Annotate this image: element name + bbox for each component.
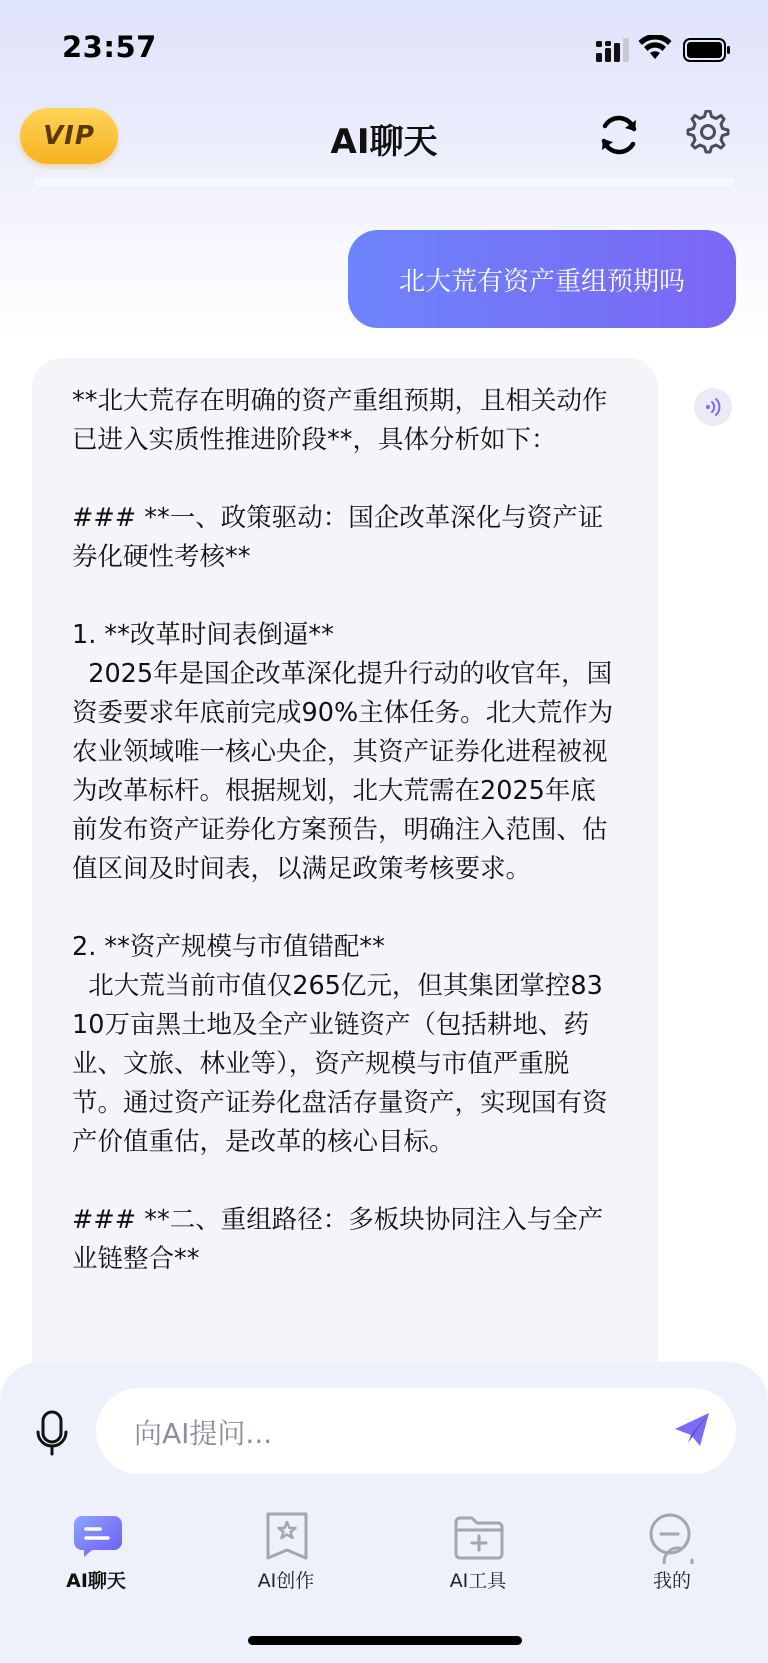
vip-button[interactable]: VIP bbox=[20, 108, 118, 164]
status-bar bbox=[0, 0, 768, 96]
tab-label: 我的 bbox=[652, 1570, 691, 1592]
folder-plus-icon bbox=[452, 1510, 506, 1564]
bookmark-star-icon bbox=[260, 1510, 314, 1564]
tab-label: AI聊天 bbox=[66, 1570, 126, 1592]
wifi-icon bbox=[638, 35, 672, 61]
microphone-icon[interactable] bbox=[36, 1410, 68, 1456]
question-input[interactable] bbox=[96, 1388, 736, 1474]
cellular-signal-icon bbox=[596, 38, 632, 62]
send-icon[interactable] bbox=[672, 1410, 712, 1450]
battery-icon bbox=[683, 38, 731, 62]
question-input-placeholder: 向AI提问... bbox=[134, 1417, 273, 1450]
tab-label: AI创作 bbox=[257, 1570, 315, 1592]
speaker-icon bbox=[702, 396, 724, 418]
header-divider bbox=[34, 178, 734, 186]
ai-message-text: **北大荒存在明确的资产重组预期，且相关动作已进入实质性推进阶段**，具体分析如下： ### **一、政策驱动：国企改革深化与资产证券化硬性考核** 1. **改革时间表倒逼** 2025年是国企改革深化提升行动的收官年，国资委要求年底前完成90%主体任务。北大荒作为农业领域唯一核心央企，其资产证券化进程被视为改革标杆。根据规划，北大荒需在2025年底前发布资产证券化方案预告，明确注入范围、估值区间及时间表，以满足政策考核要求。 2. **资产规模与市值错配** 北大荒当前市值仅265亿元，但其集团掌控8310万亩黑土地及全产业链资产（包括耕地、药业、文旅、林业等），资产规模与市值严重脱节。通过资产证券化盘活存量资产，实现国有资产价值重估，是改革的核心目标。 ### **二、重组路径：多板块协同注入与全产业链整合** bbox=[72, 386, 614, 1274]
tab-mine[interactable] bbox=[612, 1510, 732, 1590]
user-message-bubble: 北大荒有资产重组预期吗 bbox=[348, 230, 736, 328]
tab-label: AI工具 bbox=[449, 1570, 507, 1592]
ai-message-bubble bbox=[32, 358, 658, 1368]
refresh-icon[interactable] bbox=[596, 112, 642, 158]
chat-icon bbox=[70, 1510, 124, 1564]
tab-ai-create[interactable] bbox=[226, 1510, 346, 1590]
app-header bbox=[0, 96, 768, 176]
speaker-button[interactable] bbox=[694, 388, 732, 426]
page-title: AI聊天 bbox=[330, 122, 438, 162]
home-indicator bbox=[248, 1636, 522, 1645]
status-time: 23:57 bbox=[62, 30, 157, 64]
tab-ai-tools[interactable] bbox=[418, 1510, 538, 1590]
profile-icon bbox=[646, 1510, 700, 1564]
tab-ai-chat[interactable] bbox=[36, 1510, 156, 1590]
gear-icon[interactable] bbox=[686, 110, 730, 154]
